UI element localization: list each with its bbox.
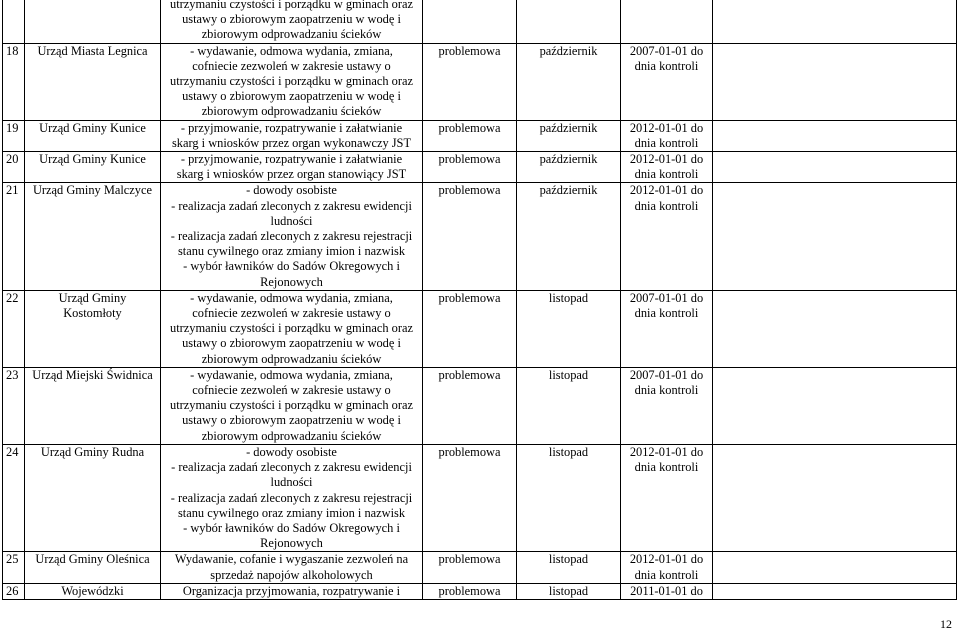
- scope-line: utrzymaniu czystości i porządku w gminach oraz: [170, 321, 413, 336]
- scope-line: - wybór ławników do Sadów Okregowych i: [183, 520, 400, 535]
- empty-cell: [713, 444, 957, 551]
- scope-line: ustawy o zbiorowym zaopatrzeniu w wodę i: [182, 89, 401, 104]
- inspection-month: październik: [517, 43, 621, 120]
- audited-unit: Urząd Gminy Kunice: [25, 120, 161, 151]
- inspection-scope: [161, 583, 423, 599]
- inspection-month: listopad: [517, 552, 621, 583]
- scope-line: cofniecie zezwoleń w zakresie ustawy o: [192, 306, 391, 321]
- row-number: 25: [3, 552, 25, 583]
- scope-line: sprzedaż napojów alkoholowych: [210, 567, 373, 582]
- audited-unit: Urząd Miasta Legnica: [25, 43, 161, 120]
- inspection-month: listopad: [517, 583, 621, 599]
- audited-unit: Urząd Gminy Rudna: [25, 444, 161, 551]
- scope-line: zbiorowym odprowadzaniu ścieków: [201, 27, 382, 42]
- scope-line: cofniecie zezwoleń w zakresie ustawy o: [192, 383, 391, 398]
- inspection-scope: [161, 290, 423, 367]
- inspection-period: 2012-01-01 do dnia kontroli: [621, 152, 713, 183]
- scope-line: stanu cywilnego oraz zmiany imion i nazwisk: [177, 505, 406, 520]
- audited-unit: Urząd Gminy Kunice: [25, 152, 161, 183]
- scope-line: ustawy o zbiorowym zaopatrzeniu w wodę i: [182, 336, 401, 351]
- inspection-period: 2007-01-01 do dnia kontroli: [621, 43, 713, 120]
- table-row: [3, 152, 957, 183]
- scope-line: ludności: [270, 475, 313, 490]
- inspection-scope: [161, 444, 423, 551]
- scope-line: - przyjmowanie, rozpatrywanie i załatwianie: [180, 120, 403, 135]
- empty-cell: [713, 43, 957, 120]
- inspection-month: październik: [517, 183, 621, 290]
- audited-unit: Wojewódzki: [25, 583, 161, 599]
- audited-unit: Urząd Gminy Kostomłoty: [25, 290, 161, 367]
- inspection-type: problemowa: [423, 120, 517, 151]
- audited-unit: [25, 0, 161, 43]
- table-row: [3, 552, 957, 583]
- inspection-period: 2012-01-01 do dnia kontroli: [621, 120, 713, 151]
- inspection-period: 2007-01-01 do dnia kontroli: [621, 290, 713, 367]
- scope-line: Wydawanie, cofanie i wygaszanie zezwoleń na: [174, 552, 409, 567]
- scope-line: utrzymaniu czystości i porządku w gminach oraz: [170, 0, 413, 11]
- scope-line: ustawy o zbiorowym zaopatrzeniu w wodę i: [182, 413, 401, 428]
- table-row: [3, 444, 957, 551]
- row-number: 18: [3, 43, 25, 120]
- scope-line: utrzymaniu czystości i porządku w gminach oraz: [170, 398, 413, 413]
- row-number: [3, 0, 25, 43]
- scope-line: - dowody osobiste: [246, 183, 337, 198]
- row-number: 19: [3, 120, 25, 151]
- scope-line: - realizacja zadań zleconych z zakresu ewidencji: [171, 460, 412, 475]
- empty-cell: [713, 152, 957, 183]
- scope-line: skarg i wniosków przez organ stanowiący JST: [176, 167, 407, 182]
- scope-line: zbiorowym odprowadzaniu ścieków: [201, 104, 382, 119]
- row-number: 22: [3, 290, 25, 367]
- inspection-scope: [161, 0, 423, 43]
- inspection-scope: [161, 120, 423, 151]
- scope-line: - dowody osobiste: [246, 444, 337, 459]
- scope-line: zbiorowym odprowadzaniu ścieków: [201, 351, 382, 366]
- row-number: 23: [3, 367, 25, 444]
- inspection-scope: [161, 183, 423, 290]
- scope-line: - realizacja zadań zleconych z zakresu rejestracji: [170, 229, 413, 244]
- inspection-month: październik: [517, 152, 621, 183]
- inspection-schedule-table: [2, 0, 957, 600]
- inspection-scope: [161, 552, 423, 583]
- inspection-scope: [161, 43, 423, 120]
- inspection-type: problemowa: [423, 583, 517, 599]
- table-row: [3, 120, 957, 151]
- inspection-period: 2012-01-01 do dnia kontroli: [621, 444, 713, 551]
- empty-cell: [713, 120, 957, 151]
- scope-line: cofniecie zezwoleń w zakresie ustawy o: [192, 58, 391, 73]
- inspection-month: październik: [517, 120, 621, 151]
- audited-unit: Urząd Miejski Świdnica: [25, 367, 161, 444]
- table-row: [3, 43, 957, 120]
- audited-unit: Urząd Gminy Malczyce: [25, 183, 161, 290]
- scope-line: Rejonowych: [260, 536, 323, 551]
- inspection-month: [517, 0, 621, 43]
- inspection-month: listopad: [517, 367, 621, 444]
- scope-line: - wydawanie, odmowa wydania, zmiana,: [190, 367, 393, 382]
- audited-unit: Urząd Gminy Oleśnica: [25, 552, 161, 583]
- inspection-type: problemowa: [423, 183, 517, 290]
- inspection-period: 2007-01-01 do dnia kontroli: [621, 367, 713, 444]
- empty-cell: [713, 583, 957, 599]
- row-number: 24: [3, 444, 25, 551]
- inspection-scope: [161, 367, 423, 444]
- empty-cell: [713, 0, 957, 43]
- scope-line: - realizacja zadań zleconych z zakresu rejestracji: [170, 490, 413, 505]
- scope-line: stanu cywilnego oraz zmiany imion i nazwisk: [177, 244, 406, 259]
- scope-line: zbiorowym odprowadzaniu ścieków: [201, 428, 382, 443]
- inspection-scope: [161, 152, 423, 183]
- inspection-type: problemowa: [423, 367, 517, 444]
- inspection-period: 2012-01-01 do dnia kontroli: [621, 552, 713, 583]
- table-body: [3, 0, 957, 599]
- row-number: 26: [3, 583, 25, 599]
- inspection-type: [423, 0, 517, 43]
- empty-cell: [713, 290, 957, 367]
- inspection-type: problemowa: [423, 43, 517, 120]
- inspection-type: problemowa: [423, 444, 517, 551]
- empty-cell: [713, 183, 957, 290]
- row-number: 21: [3, 183, 25, 290]
- table-row: [3, 0, 957, 43]
- table-row: [3, 183, 957, 290]
- row-number: 20: [3, 152, 25, 183]
- scope-line: - wydawanie, odmowa wydania, zmiana,: [190, 290, 393, 305]
- inspection-period: 2012-01-01 do dnia kontroli: [621, 183, 713, 290]
- inspection-period: 2011-01-01 do: [621, 583, 713, 599]
- inspection-month: listopad: [517, 444, 621, 551]
- scope-line: ustawy o zbiorowym zaopatrzeniu w wodę i: [182, 12, 401, 27]
- inspection-period: [621, 0, 713, 43]
- table-row: [3, 583, 957, 599]
- empty-cell: [713, 552, 957, 583]
- inspection-month: listopad: [517, 290, 621, 367]
- empty-cell: [713, 367, 957, 444]
- scope-line: - wydawanie, odmowa wydania, zmiana,: [190, 43, 393, 58]
- inspection-type: problemowa: [423, 152, 517, 183]
- scope-line: - realizacja zadań zleconych z zakresu ewidencji: [171, 198, 412, 213]
- table-row: [3, 290, 957, 367]
- scope-line: ludności: [270, 213, 313, 228]
- scope-line: Rejonowych: [260, 274, 323, 289]
- scope-line: skarg i wniosków przez organ wykonawczy JST: [171, 135, 412, 150]
- inspection-type: problemowa: [423, 290, 517, 367]
- scope-line: - przyjmowanie, rozpatrywanie i załatwianie: [180, 152, 403, 167]
- page-number: 12: [940, 617, 952, 631]
- scope-line: utrzymaniu czystości i porządku w gminach oraz: [170, 74, 413, 89]
- table-row: [3, 367, 957, 444]
- scope-line: Organizacja przyjmowania, rozpatrywanie i: [182, 583, 401, 598]
- scope-line: - wybór ławników do Sadów Okregowych i: [183, 259, 400, 274]
- inspection-type: problemowa: [423, 552, 517, 583]
